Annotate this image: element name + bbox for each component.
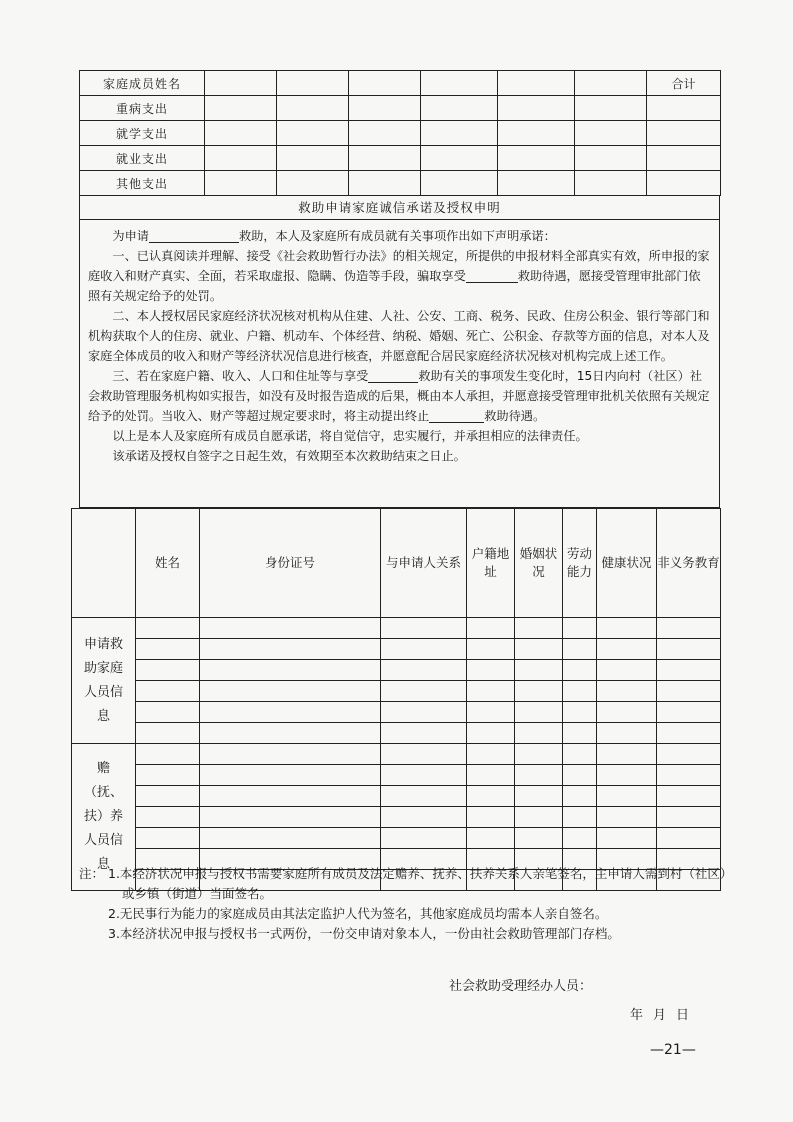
- expense-row-label: 就业支出: [80, 146, 205, 171]
- member-cell-marriage[interactable]: [515, 807, 563, 828]
- member-row: [72, 828, 721, 849]
- header-corner: [72, 509, 136, 618]
- member-cell-education[interactable]: [657, 744, 721, 765]
- expense-cell[interactable]: [349, 96, 421, 121]
- promise-closing-1: 以上是本人及家庭所有成员自愿承诺，将自觉信守，忠实履行，并承担相应的法律责任。: [112, 429, 588, 443]
- blank-rescue-type[interactable]: [368, 369, 418, 383]
- member-cell-address[interactable]: [467, 828, 515, 849]
- expense-cell[interactable]: [575, 146, 647, 171]
- expense-cell[interactable]: [498, 121, 575, 146]
- expense-row: [80, 96, 721, 121]
- expense-cell[interactable]: [575, 121, 647, 146]
- member-cell-name[interactable]: [136, 765, 200, 786]
- member-cell-name[interactable]: [136, 618, 200, 639]
- member-cell-labor[interactable]: [563, 660, 597, 681]
- blank-rescue-type[interactable]: [149, 229, 239, 243]
- family-expense-table: [79, 70, 721, 196]
- member-cell-address[interactable]: [467, 618, 515, 639]
- member-cell-marriage[interactable]: [515, 723, 563, 744]
- header-marriage: 婚姻状况: [515, 509, 563, 618]
- member-cell-labor[interactable]: [563, 828, 597, 849]
- member-cell-address[interactable]: [467, 660, 515, 681]
- expense-row: [80, 121, 721, 146]
- member-cell-id-number[interactable]: [200, 786, 381, 807]
- expense-cell[interactable]: [421, 71, 498, 96]
- member-cell-relation[interactable]: [381, 723, 467, 744]
- expense-cell[interactable]: [421, 146, 498, 171]
- expense-cell[interactable]: [575, 171, 647, 196]
- member-row: [72, 765, 721, 786]
- member-cell-marriage[interactable]: [515, 765, 563, 786]
- expense-cell[interactable]: [277, 171, 349, 196]
- member-cell-labor[interactable]: [563, 681, 597, 702]
- member-cell-labor[interactable]: [563, 639, 597, 660]
- expense-cell[interactable]: [277, 96, 349, 121]
- member-row: [72, 702, 721, 723]
- expense-cell[interactable]: [349, 71, 421, 96]
- member-cell-marriage[interactable]: [515, 702, 563, 723]
- member-cell-marriage[interactable]: [515, 660, 563, 681]
- member-cell-health[interactable]: [597, 639, 657, 660]
- member-cell-relation[interactable]: [381, 807, 467, 828]
- member-cell-labor[interactable]: [563, 723, 597, 744]
- member-cell-id-number[interactable]: [200, 744, 381, 765]
- member-cell-id-number[interactable]: [200, 681, 381, 702]
- blank-rescue-type[interactable]: [429, 409, 484, 423]
- expense-cell[interactable]: [205, 71, 277, 96]
- header-address: 户籍地址: [467, 509, 515, 618]
- member-cell-name[interactable]: [136, 639, 200, 660]
- member-cell-name[interactable]: [136, 786, 200, 807]
- member-cell-education[interactable]: [657, 723, 721, 744]
- expense-row-label: 家庭成员姓名: [80, 71, 205, 96]
- member-cell-education[interactable]: [657, 639, 721, 660]
- member-cell-id-number[interactable]: [200, 702, 381, 723]
- header-relation: 与申请人关系: [381, 509, 467, 618]
- member-cell-marriage[interactable]: [515, 639, 563, 660]
- header-education: 非义务教育: [657, 509, 721, 618]
- note-item: 注： 1.本经济状况申报与授权书需要家庭所有成员及法定赡养、抚养、扶养关系人亲笔签名，主申请人需到村（社区）或乡镇（街道）当面签名。: [79, 866, 727, 901]
- member-cell-id-number[interactable]: [200, 723, 381, 744]
- member-cell-health[interactable]: [597, 786, 657, 807]
- expense-cell[interactable]: [498, 171, 575, 196]
- member-cell-labor[interactable]: [563, 765, 597, 786]
- expense-cell[interactable]: [575, 71, 647, 96]
- note-prefix: 注：: [79, 866, 105, 881]
- member-cell-relation[interactable]: [381, 765, 467, 786]
- expense-cell[interactable]: [349, 146, 421, 171]
- member-cell-health[interactable]: [597, 828, 657, 849]
- expense-row: [80, 146, 721, 171]
- member-cell-labor[interactable]: [563, 618, 597, 639]
- member-cell-health[interactable]: [597, 702, 657, 723]
- member-row: [72, 744, 721, 765]
- member-cell-education[interactable]: [657, 618, 721, 639]
- member-cell-marriage[interactable]: [515, 828, 563, 849]
- member-row: [72, 723, 721, 744]
- member-cell-education[interactable]: [657, 807, 721, 828]
- member-cell-name[interactable]: [136, 723, 200, 744]
- member-cell-labor[interactable]: [563, 744, 597, 765]
- promise-item-1: 一、已认真阅读并理解、接受《社会救助暂行办法》的相关规定，所提供的申报材料全部真实有效，所申报的家庭收入和财产真实、全面，若采取虚报、隐瞒、伪造等手段，骗取享受 救助待遇，愿接受管理审批部门依照有关规定给予的处罚。: [88, 249, 710, 303]
- promise-intro: 为申请 救助，本人及家庭所有成员就有关事项作出如下声明承诺：: [112, 229, 556, 243]
- blank-rescue-type[interactable]: [466, 269, 518, 283]
- promise-closing-2: 该承诺及授权自签字之日起生效，有效期至本次救助结束之日止。: [112, 449, 466, 463]
- header-labor: 劳动能力: [563, 509, 597, 618]
- member-cell-labor[interactable]: [563, 702, 597, 723]
- member-cell-marriage[interactable]: [515, 786, 563, 807]
- member-cell-education[interactable]: [657, 660, 721, 681]
- member-cell-name[interactable]: [136, 702, 200, 723]
- member-cell-name[interactable]: [136, 744, 200, 765]
- expense-cell[interactable]: [647, 96, 721, 121]
- member-cell-health[interactable]: [597, 765, 657, 786]
- member-cell-address[interactable]: [467, 702, 515, 723]
- member-row: [72, 639, 721, 660]
- applicant-info-label: 申请救助家庭人员信息: [72, 618, 136, 744]
- member-cell-education[interactable]: [657, 828, 721, 849]
- expense-cell[interactable]: [498, 96, 575, 121]
- member-cell-id-number[interactable]: [200, 660, 381, 681]
- note-item: 2.无民事行为能力的家庭成员由其法定监护人代为签名，其他家庭成员均需本人亲自签名。: [108, 906, 608, 921]
- member-cell-education[interactable]: [657, 702, 721, 723]
- expense-cell[interactable]: [277, 146, 349, 171]
- member-cell-address[interactable]: [467, 744, 515, 765]
- member-cell-relation[interactable]: [381, 618, 467, 639]
- expense-cell[interactable]: [349, 171, 421, 196]
- member-cell-address[interactable]: [467, 786, 515, 807]
- expense-cell[interactable]: [205, 96, 277, 121]
- member-cell-education[interactable]: [657, 786, 721, 807]
- member-cell-address[interactable]: [467, 807, 515, 828]
- member-cell-name[interactable]: [136, 807, 200, 828]
- expense-cell[interactable]: [647, 121, 721, 146]
- member-cell-health[interactable]: [597, 618, 657, 639]
- member-cell-marriage[interactable]: [515, 618, 563, 639]
- promise-section: [79, 196, 720, 508]
- expense-cell[interactable]: [647, 171, 721, 196]
- member-cell-health[interactable]: [597, 660, 657, 681]
- member-cell-name[interactable]: [136, 681, 200, 702]
- member-cell-relation[interactable]: [381, 681, 467, 702]
- notes-section: [79, 864, 729, 944]
- member-cell-health[interactable]: [597, 681, 657, 702]
- expense-cell[interactable]: [277, 71, 349, 96]
- promise-title: 救助申请家庭诚信承诺及授权申明: [80, 196, 719, 220]
- member-cell-relation[interactable]: [381, 828, 467, 849]
- member-cell-education[interactable]: [657, 681, 721, 702]
- promise-item-3: 三、若在家庭户籍、收入、人口和住址等与享受 救助有关的事项发生变化时，15日内向村（社区）社会救助管理服务机构如实报告，如没有及时报告造成的后果，概由本人承担，并愿意接受管理审批机关依照有关规定给予的处罚。当收入、财产等超过规定要求时，将主动提出终止 救助待遇。: [88, 369, 710, 423]
- member-cell-address[interactable]: [467, 723, 515, 744]
- member-cell-health[interactable]: [597, 744, 657, 765]
- member-cell-relation[interactable]: [381, 786, 467, 807]
- member-row: [72, 660, 721, 681]
- total-header: 合计: [647, 71, 721, 96]
- member-cell-education[interactable]: [657, 765, 721, 786]
- member-cell-address[interactable]: [467, 765, 515, 786]
- support-info-label: 赡（抚、扶）养人员信息: [72, 744, 136, 891]
- expense-cell[interactable]: [575, 96, 647, 121]
- member-cell-id-number[interactable]: [200, 765, 381, 786]
- expense-row: [80, 171, 721, 196]
- expense-cell[interactable]: [421, 171, 498, 196]
- handler-signature-label: 社会救助受理经办人员：: [449, 979, 593, 994]
- expense-cell[interactable]: [349, 121, 421, 146]
- member-cell-relation[interactable]: [381, 702, 467, 723]
- expense-cell[interactable]: [498, 71, 575, 96]
- member-cell-name[interactable]: [136, 660, 200, 681]
- promise-body: [80, 226, 719, 466]
- expense-cell[interactable]: [421, 96, 498, 121]
- member-info-table: [71, 508, 721, 891]
- expense-cell[interactable]: [647, 146, 721, 171]
- page-number: —21—: [650, 1042, 696, 1058]
- member-cell-marriage[interactable]: [515, 681, 563, 702]
- expense-row-label: 就学支出: [80, 121, 205, 146]
- expense-cell[interactable]: [205, 171, 277, 196]
- member-row: [72, 807, 721, 828]
- member-header-row: [72, 509, 721, 618]
- member-cell-id-number[interactable]: [200, 807, 381, 828]
- expense-cell[interactable]: [205, 146, 277, 171]
- member-cell-relation[interactable]: [381, 744, 467, 765]
- expense-cell[interactable]: [421, 121, 498, 146]
- expense-row-label: 重病支出: [80, 96, 205, 121]
- member-cell-id-number[interactable]: [200, 828, 381, 849]
- member-cell-marriage[interactable]: [515, 744, 563, 765]
- header-health: 健康状况: [597, 509, 657, 618]
- expense-row: [80, 71, 721, 96]
- member-cell-name[interactable]: [136, 828, 200, 849]
- member-cell-address[interactable]: [467, 681, 515, 702]
- member-row: [72, 618, 721, 639]
- member-cell-relation[interactable]: [381, 660, 467, 681]
- member-cell-health[interactable]: [597, 807, 657, 828]
- member-cell-health[interactable]: [597, 723, 657, 744]
- header-id-number: 身份证号: [200, 509, 381, 618]
- member-cell-id-number[interactable]: [200, 618, 381, 639]
- member-row: [72, 681, 721, 702]
- date-label: 年月日: [630, 1008, 700, 1023]
- expense-cell[interactable]: [498, 146, 575, 171]
- note-item: 3.本经济状况申报与授权书一式两份，一份交申请对象本人，一份由社会救助管理部门存档。: [108, 926, 620, 941]
- member-cell-labor[interactable]: [563, 807, 597, 828]
- expense-row-label: 其他支出: [80, 171, 205, 196]
- member-cell-id-number[interactable]: [200, 639, 381, 660]
- member-row: [72, 786, 721, 807]
- member-cell-relation[interactable]: [381, 639, 467, 660]
- header-name: 姓名: [136, 509, 200, 618]
- expense-cell[interactable]: [205, 121, 277, 146]
- promise-item-2: 二、本人授权居民家庭经济状况核对机构从住建、人社、公安、工商、税务、民政、住房公积金、银行等部门和机构获取个人的住房、就业、户籍、机动车、个体经营、纳税、婚姻、死亡、公积金、存款等方面的信息，对本人及家庭全体成员的收入和财产等经济状况信息进行核查，并愿意配合居民家庭经济状况核对机构完成上述工作。: [88, 309, 710, 363]
- member-cell-labor[interactable]: [563, 786, 597, 807]
- member-cell-address[interactable]: [467, 639, 515, 660]
- expense-cell[interactable]: [277, 121, 349, 146]
